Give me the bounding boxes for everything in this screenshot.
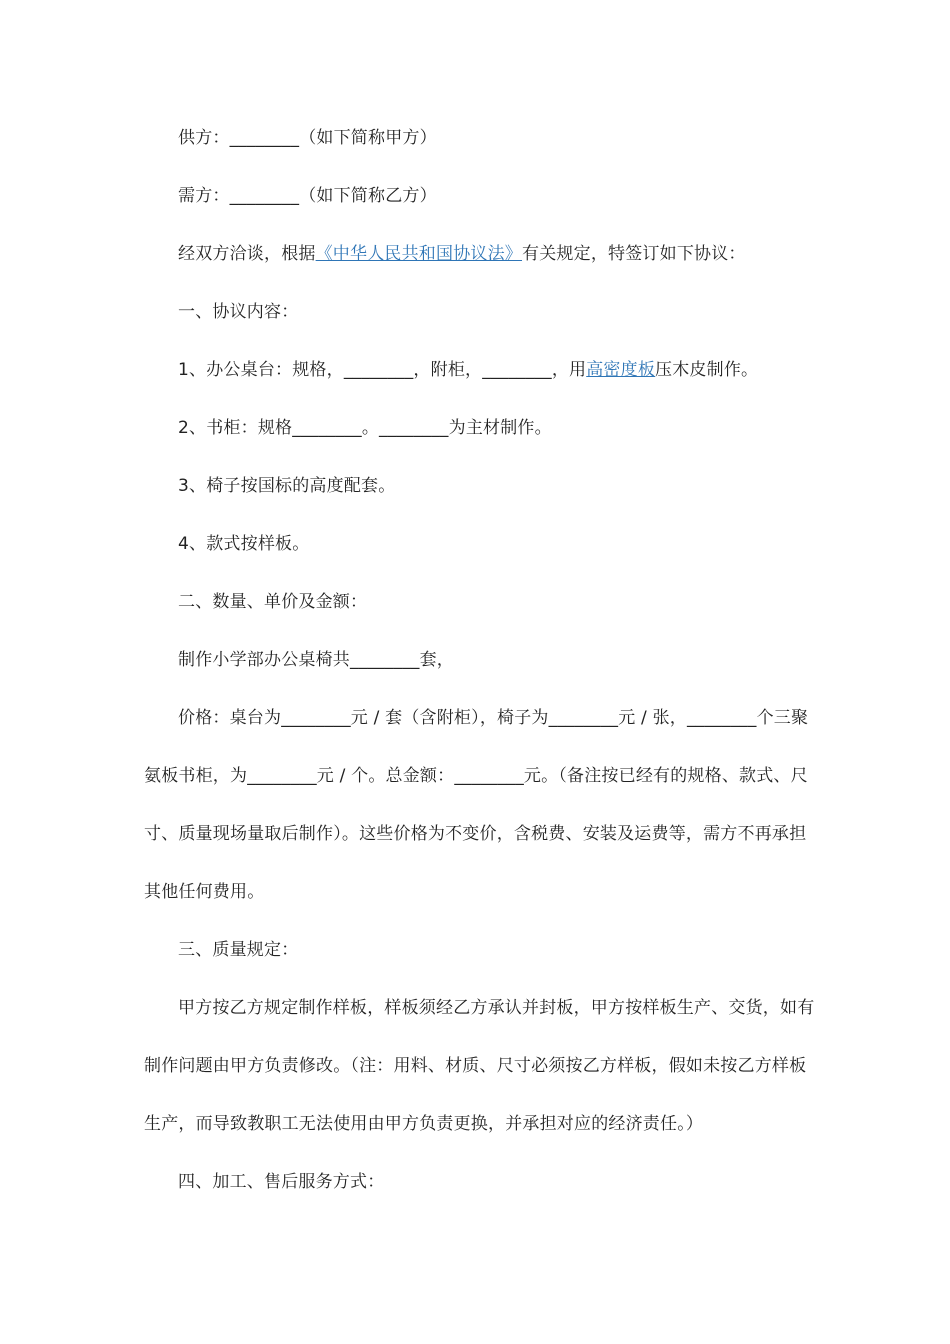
item-desk-text-before: 1、办公桌台：规格，________，附柜，________，用: [178, 360, 587, 380]
section-heading-quality: 三、质量规定：: [178, 940, 299, 960]
high-density-board-link[interactable]: 高密度板: [586, 360, 656, 380]
contract-law-link[interactable]: 《中华人民共和国协议法》: [315, 244, 523, 264]
quality-line-2: 制作问题由甲方负责修改。（注：用料、材质、尺寸必须按乙方样板，假如未按乙方样板: [144, 1056, 807, 1076]
item-desk-text-after: 压木皮制作。: [655, 360, 759, 380]
section-heading-contents: 一、协议内容：: [178, 302, 299, 322]
section-heading-quantity: 二、数量、单价及金额：: [178, 592, 368, 612]
item-chair: 3、椅子按国标的高度配套。: [178, 476, 396, 496]
quality-line-1: 甲方按乙方规定制作样板，样板须经乙方承认并封板，甲方按样板生产、交货，如有: [178, 998, 815, 1018]
supplier-line: 供方：________（如下简称甲方）: [178, 128, 437, 148]
item-desk: [178, 358, 808, 382]
item-style: 4、款式按样板。: [178, 534, 310, 554]
quantity-line: 制作小学部办公桌椅共________套，: [178, 650, 454, 670]
price-line-1: 价格：桌台为________元 / 套（含附柜），椅子为________元 / 张，________个三聚: [178, 708, 809, 728]
section-heading-service: 四、加工、售后服务方式：: [178, 1172, 385, 1192]
intro-text-before: 经双方洽谈，根据: [178, 244, 316, 264]
item-bookcase: 2、书柜：规格________。________为主材制作。: [178, 418, 552, 438]
intro-text-after: 有关规定，特签订如下协议：: [522, 244, 746, 264]
quality-line-3: 生产，而导致教职工无法使用由甲方负责更换，并承担对应的经济责任。）: [144, 1114, 704, 1134]
buyer-line: 需方：________（如下简称乙方）: [178, 186, 437, 206]
intro-paragraph: [178, 242, 808, 266]
price-line-2: 氨板书柜，为________元 / 个。总金额：________元。（备注按已经有的规格、款式、尺: [144, 766, 808, 786]
price-line-4: 其他任何费用。: [144, 882, 265, 902]
price-line-3: 寸、质量现场量取后制作）。这些价格为不变价，含税费、安装及运费等，需方不再承担: [144, 824, 807, 844]
